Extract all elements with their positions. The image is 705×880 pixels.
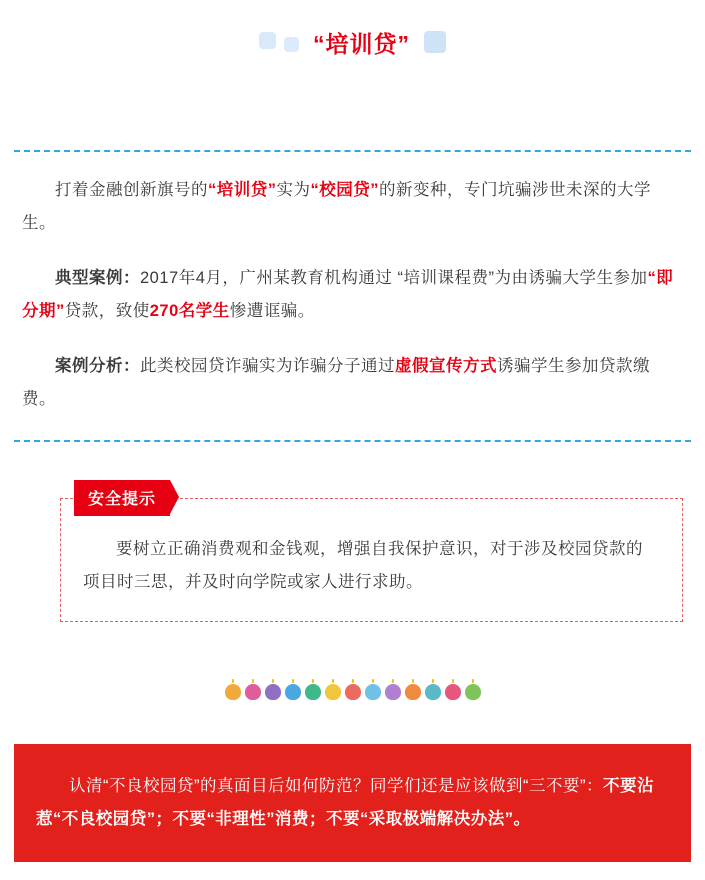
- main-content: [0, 174, 705, 416]
- case-text-c: 惨遭诓骗。: [229, 302, 315, 320]
- intro-text-c: 的新变种，专门坑骗涉世未深的大学生。: [22, 181, 651, 232]
- page-title: “培训贷”: [313, 30, 410, 57]
- divider-bottom: [14, 440, 691, 442]
- intro-highlight-1: “培训贷”: [208, 181, 277, 199]
- paragraph-intro: [22, 174, 683, 240]
- bulb-icon: [245, 684, 261, 700]
- bulb-icon: [465, 684, 481, 700]
- bulb-decoration-row: [0, 660, 705, 700]
- footer-text-bold: 不要沾惹“不良校园贷”；不要“非理性”消费；不要“采取极端解决办法”。: [36, 777, 654, 828]
- footer-text-normal: 认清“不良校园贷”的真面目后如何防范？同学们还是应该做到“三不要”：: [69, 777, 603, 795]
- case-highlight-1: “即分期”: [22, 269, 674, 320]
- safety-tip-text: 要树立正确消费观和金钱观，增强自我保护意识，对于涉及校园贷款的项目时三思，并及时向学院或家人进行求助。: [83, 540, 643, 591]
- bulb-icon: [325, 684, 341, 700]
- bulb-icon: [305, 684, 321, 700]
- decor-square-left-icon: [259, 32, 276, 49]
- safety-tip-box: [60, 498, 683, 622]
- analysis-text-a: 此类校园贷诈骗实为诈骗分子通过: [140, 357, 395, 375]
- intro-highlight-2: “校园贷”: [310, 181, 379, 199]
- bulb-icon: [405, 684, 421, 700]
- intro-text-a: 打着金融创新旗号的: [55, 181, 208, 199]
- decor-square-left-small-icon: [284, 37, 299, 52]
- footer-banner: [14, 744, 691, 862]
- bulb-icon: [345, 684, 361, 700]
- bulb-icon: [425, 684, 441, 700]
- analysis-highlight-1: 虚假宣传方式: [395, 357, 497, 375]
- bulb-icon: [365, 684, 381, 700]
- header: [0, 0, 705, 78]
- case-text-b: 贷款，致使: [64, 302, 150, 320]
- paragraph-case: [22, 262, 683, 328]
- safety-tip-badge: 安全提示: [74, 480, 170, 516]
- analysis-text-b: 诱骗学生参加贷款缴费。: [22, 357, 650, 408]
- case-text-a: 2017年4月，广州某教育机构通过 “培训课程费”为由诱骗大学生参加: [140, 269, 648, 287]
- safety-tip-section: [60, 491, 683, 622]
- bulb-icon: [265, 684, 281, 700]
- intro-text-b: 实为: [276, 181, 311, 199]
- case-label: 典型案例：: [55, 269, 140, 287]
- bulb-icon: [225, 684, 241, 700]
- bulb-icon: [445, 684, 461, 700]
- footer-text: [36, 770, 669, 836]
- case-highlight-2: 270名学生: [149, 302, 230, 320]
- divider-top: [14, 150, 691, 152]
- decor-square-right-icon: [424, 31, 446, 53]
- bulb-icon: [285, 684, 301, 700]
- paragraph-analysis: [22, 350, 683, 416]
- analysis-label: 案例分析：: [55, 357, 140, 375]
- bulb-icon: [385, 684, 401, 700]
